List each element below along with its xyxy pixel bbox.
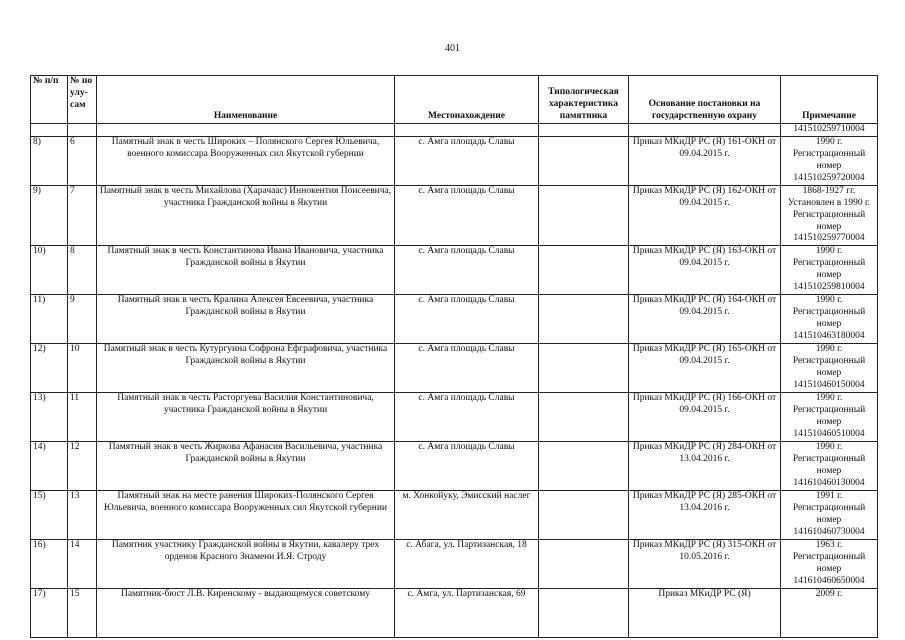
cell-ulus-num: 15 [68, 589, 97, 638]
page-number: 401 [445, 43, 460, 54]
cell-basis: Приказ МКиДР РС (Я) 284-ОКН от 13.04.2016 г. [629, 442, 781, 491]
cell-basis: Приказ МКиДР РС (Я) 166-ОКН от 09.04.2015 г. [629, 393, 781, 442]
cell-num: 14) [31, 442, 68, 491]
cell-typology [539, 540, 629, 589]
cell-ulus-num: 10 [68, 344, 97, 393]
cell-location: с. Амга, ул. Партизанская, 69 [395, 589, 539, 638]
cell-ulus-num: 12 [68, 442, 97, 491]
cell-name: Памятный знак в честь Кутургуина Софрона Ефграфовича, участника Гражданской войны в Якутии [97, 344, 395, 393]
cell-name: Памятный знак в честь Константинова Ивана Ивановича, участника Гражданской войны в Якутии [97, 246, 395, 295]
cell-typology [539, 491, 629, 540]
cell-basis: Приказ МКиДР РС (Я) 163-ОКН от 09.04.2015 г. [629, 246, 781, 295]
header-num: № п/п [31, 76, 68, 124]
header-num-ulus: № по улу-сам [68, 76, 97, 124]
header-note: Примечание [781, 76, 878, 124]
cell-typology [539, 136, 629, 185]
cell-typology [539, 344, 629, 393]
cell-note: 1990 г. Регистрационный номер 141510463180004 [781, 295, 878, 344]
cell-note: 1990 г. Регистрационный номер 141610460130004 [781, 442, 878, 491]
monuments-table [30, 75, 878, 638]
cell-location: с. Абага, ул. Партизанская, 18 [395, 540, 539, 589]
cell-num: 10) [31, 246, 68, 295]
cell-ulus-num: 13 [68, 491, 97, 540]
cell-typology [539, 246, 629, 295]
table-row [31, 589, 878, 638]
table-row [31, 540, 878, 589]
cell-location: м. Хонкойуку, Эмисский наслег [395, 491, 539, 540]
cell-note: 1990 г. Регистрационный номер 141510460510004 [781, 393, 878, 442]
cell-name: Памятный знак в честь Михайлова (Харачаас) Иннокентия Поисеевича, участника Гражданской войны в Якутии [97, 185, 395, 245]
cell-basis: Приказ МКиДР РС (Я) 285-ОКН от 13.04.2016 г. [629, 491, 781, 540]
cell-name: Памятный знак в честь Расторгуева Василия Константиновича, участника Гражданской войны в Якутии [97, 393, 395, 442]
cell-name: Памятный знак в честь Широких – Полянского Сергея Юльевича, военного комиссара Вооруженных сил Якутской губернии [97, 136, 395, 185]
cell-typology [539, 589, 629, 638]
cell-location: с. Амга площадь Славы [395, 393, 539, 442]
cell-location: с. Амга площадь Славы [395, 246, 539, 295]
cell-note: 1963 г. Регистрационный номер 141610460650004 [781, 540, 878, 589]
cell-location: с. Амга площадь Славы [395, 295, 539, 344]
table-row [31, 295, 878, 344]
cell-num: 9) [31, 185, 68, 245]
cell-num: 8) [31, 136, 68, 185]
table-row [31, 491, 878, 540]
table-row [31, 393, 878, 442]
table-header-row [31, 76, 878, 124]
table-row [31, 185, 878, 245]
cell-basis: Приказ МКиДР РС (Я) 161-ОКН от 09.04.2015 г. [629, 136, 781, 185]
cell-location: с. Амга площадь Славы [395, 344, 539, 393]
table-row [31, 442, 878, 491]
cell-basis: Приказ МКиДР РС (Я) 315-ОКН от 10.05.2016 г. [629, 540, 781, 589]
cell-ulus-num: 11 [68, 393, 97, 442]
cell-name: Памятный знак в честь Кралина Алексея Евсеевича, участника Гражданской войны в Якутии [97, 295, 395, 344]
cell-basis: Приказ МКиДР РС (Я) [629, 589, 781, 638]
header-name: Наименование [97, 76, 395, 124]
cell-name: Памятник участнику Гражданской войны в Якутии, кавалеру трех орденов Красного Знамени И.Я. Строду [97, 540, 395, 589]
table-row [31, 246, 878, 295]
cell-ulus-num: 7 [68, 185, 97, 245]
cell-location: с. Амга площадь Славы [395, 185, 539, 245]
cell-num: 17) [31, 589, 68, 638]
table-row [31, 344, 878, 393]
cell-typology [539, 295, 629, 344]
header-basis: Основание постановки на государственную охрану [629, 76, 781, 124]
cell-note: 1990 г. Регистрационный номер 141510259720004 [781, 136, 878, 185]
continuation-note: 141510259710004 [781, 124, 878, 137]
cell-ulus-num: 8 [68, 246, 97, 295]
cell-num: 13) [31, 393, 68, 442]
cell-typology [539, 185, 629, 245]
cell-note: 2009 г. [781, 589, 878, 638]
cell-basis: Приказ МКиДР РС (Я) 164-ОКН от 09.04.2015 г. [629, 295, 781, 344]
cell-num: 12) [31, 344, 68, 393]
cell-ulus-num: 6 [68, 136, 97, 185]
cell-num: 15) [31, 491, 68, 540]
cell-num: 11) [31, 295, 68, 344]
cell-num: 16) [31, 540, 68, 589]
cell-name: Памятный знак на месте ранения Широких-Полянского Сергея Юльевича, военного комиссара Вооруженных сил Якутской губернии [97, 491, 395, 540]
cell-note: 1990 г. Регистрационный номер 141510259810004 [781, 246, 878, 295]
continuation-row [31, 124, 878, 137]
cell-basis: Приказ МКиДР РС (Я) 162-ОКН от 09.04.2015 г. [629, 185, 781, 245]
cell-name: Памятник-бюст Л.В. Киренскому - выдающемуся советскому [97, 589, 395, 638]
cell-location: с. Амга площадь Славы [395, 442, 539, 491]
cell-ulus-num: 9 [68, 295, 97, 344]
cell-note: 1868-1927 гг. Установлен в 1990 г. Регистрационный номер 141510259770004 [781, 185, 878, 245]
header-typology: Типологическая характеристика памятника [539, 76, 629, 124]
header-location: Местонахождение [395, 76, 539, 124]
cell-typology [539, 393, 629, 442]
cell-typology [539, 442, 629, 491]
table-row [31, 136, 878, 185]
cell-ulus-num: 14 [68, 540, 97, 589]
cell-note: 1991 г. Регистрационный номер 141610460730004 [781, 491, 878, 540]
cell-note: 1990 г. Регистрационный номер 141510460150004 [781, 344, 878, 393]
cell-location: с. Амга площадь Славы [395, 136, 539, 185]
cell-basis: Приказ МКиДР РС (Я) 165-ОКН от 09.04.2015 г. [629, 344, 781, 393]
cell-name: Памятный знак в честь Жиркова Афанасия Васильевича, участника Гражданской войны в Якутии [97, 442, 395, 491]
